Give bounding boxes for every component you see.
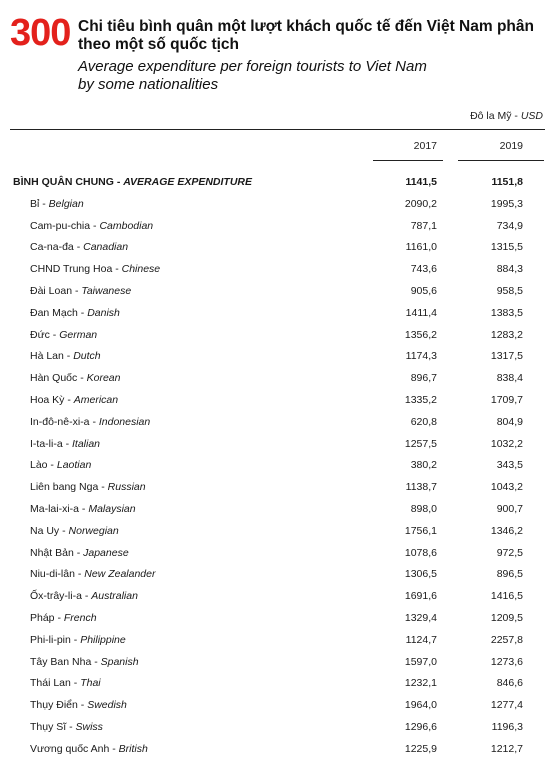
table-row <box>10 477 545 499</box>
row-label <box>30 434 100 456</box>
table-row <box>10 325 545 347</box>
row-label-vi: Na Uy - <box>30 524 69 537</box>
value-2019: 1995,3 <box>490 197 523 210</box>
value-2019: 884,3 <box>496 263 523 276</box>
row-label-en: Danish <box>87 306 120 319</box>
table-row <box>10 455 545 477</box>
data-table <box>10 172 545 761</box>
value-2019: 2257,8 <box>490 633 523 646</box>
value-2019: 1416,5 <box>490 590 523 603</box>
row-label-en: Taiwanese <box>81 284 132 297</box>
row-label-vi: In-đô-nê-xi-a - <box>30 415 99 428</box>
value-2017: 380,2 <box>410 459 437 472</box>
row-label <box>30 281 131 303</box>
row-label <box>30 346 101 368</box>
column-rule-2017 <box>373 160 443 161</box>
row-label-en: Australian <box>91 590 138 603</box>
table-row <box>10 630 545 652</box>
value-2019: 1032,2 <box>490 437 523 450</box>
value-2017: 1335,2 <box>404 393 437 406</box>
value-2019: 838,4 <box>496 372 523 385</box>
row-label-vi: Đan Mạch - <box>30 306 88 319</box>
table-row <box>10 586 545 608</box>
value-2019: 734,9 <box>496 219 523 232</box>
row-label-en: Canadian <box>83 241 129 254</box>
row-label-en: Japanese <box>83 546 129 559</box>
value-2019: 972,5 <box>496 546 523 559</box>
row-label <box>30 695 127 717</box>
table-row <box>10 434 545 456</box>
row-label-en: French <box>63 611 97 624</box>
table-number: 300 <box>10 12 71 54</box>
row-label-vi: Hàn Quốc - <box>30 372 87 385</box>
value-2017: 1296,6 <box>404 720 437 733</box>
row-label-en: Thai <box>80 677 101 690</box>
row-label-en: Chinese <box>121 263 161 276</box>
unit-vi: Đô la Mỹ - <box>470 110 521 122</box>
table-row <box>10 543 545 565</box>
row-label <box>30 608 97 630</box>
row-label <box>30 630 126 652</box>
row-label <box>30 216 153 238</box>
row-label-vi: Phi-li-pin - <box>30 633 81 646</box>
unit-en: USD <box>520 110 543 122</box>
row-label-en: Swedish <box>87 699 127 712</box>
table-row <box>10 281 545 303</box>
table-row <box>10 412 545 434</box>
row-label-en: Philippine <box>80 633 126 646</box>
row-label-vi: Ma-lai-xi-a - <box>30 502 89 515</box>
row-label-vi: Đức - <box>30 328 60 341</box>
value-2017: 1411,4 <box>405 306 437 319</box>
row-label-vi: Ốx-trây-li-a - <box>30 590 92 603</box>
row-label <box>30 259 160 281</box>
value-2017: 1161,0 <box>405 241 437 254</box>
row-label <box>30 194 84 216</box>
value-2017: 1257,5 <box>404 437 437 450</box>
value-2017: 787,1 <box>410 219 437 232</box>
row-label-en: Russian <box>107 481 146 494</box>
row-label <box>30 237 128 259</box>
value-2019: 958,5 <box>496 284 523 297</box>
row-label-vi: Vương quốc Anh - <box>30 742 119 755</box>
value-2019: 1196,3 <box>491 720 523 733</box>
row-label <box>30 477 146 499</box>
row-label-vi: Thái Lan - <box>30 677 81 690</box>
value-2019: 1283,2 <box>490 328 523 341</box>
row-label-en: Laotian <box>56 459 92 472</box>
row-label-vi: Tây Ban Nha - <box>30 655 101 668</box>
subtitle-line-2: by some nationalities <box>78 76 219 93</box>
row-label <box>30 368 120 390</box>
table-row <box>10 652 545 674</box>
table-row <box>10 564 545 586</box>
value-2017: 1078,6 <box>404 546 437 559</box>
row-label-vi: CHND Trung Hoa - <box>30 263 122 276</box>
value-2019: 900,7 <box>496 502 523 515</box>
table-row <box>10 608 545 630</box>
table-row <box>10 695 545 717</box>
row-label-en: Cambodian <box>99 219 154 232</box>
row-label-vi: BÌNH QUÂN CHUNG - <box>13 176 124 188</box>
value-2017: 1329,4 <box>404 611 437 624</box>
table-row <box>10 194 545 216</box>
row-label-en: Swiss <box>75 720 103 733</box>
row-label-vi: Pháp - <box>30 611 64 624</box>
value-2017: 1174,3 <box>405 350 437 363</box>
value-2017: 896,7 <box>410 372 437 385</box>
table-row <box>10 717 545 739</box>
value-2019: 1277,4 <box>490 699 523 712</box>
row-label-en: Italian <box>72 437 101 450</box>
total-row <box>10 172 545 194</box>
value-2017: 1691,6 <box>404 590 437 603</box>
row-label-en: Indonesian <box>98 415 151 428</box>
subtitle-line-1: Average expenditure per foreign tourists to Viet Nam <box>78 58 427 75</box>
row-label <box>30 303 120 325</box>
table-row <box>10 303 545 325</box>
row-label-vi: Bỉ - <box>30 197 49 210</box>
value-2017: 1356,2 <box>404 328 437 341</box>
row-label-vi: Lào - <box>30 459 57 472</box>
table-row <box>10 216 545 238</box>
table-row <box>10 368 545 390</box>
row-label <box>30 739 148 761</box>
table-row <box>10 390 545 412</box>
row-label-en: Dutch <box>73 350 101 363</box>
value-2019: 1209,5 <box>490 611 523 624</box>
row-label <box>30 499 136 521</box>
top-rule <box>10 129 545 130</box>
value-2019: 804,9 <box>496 415 523 428</box>
page-title: Chi tiêu bình quân một lượt khách quốc tế đến Việt Nam phân theo một số quốc tịch <box>78 18 534 53</box>
row-label <box>30 586 138 608</box>
row-label-en: American <box>73 393 119 406</box>
value-2019: 1212,7 <box>490 742 523 755</box>
row-label-vi: I-ta-li-a - <box>30 437 72 450</box>
value-2017: 1232,1 <box>404 677 437 690</box>
value-2019: 1346,2 <box>490 524 523 537</box>
row-label <box>13 172 252 194</box>
column-header-2017: 2017 <box>413 140 437 152</box>
value-2019: 846,6 <box>496 677 523 690</box>
value-2017: 898,0 <box>410 502 437 515</box>
row-label-vi: Hoa Kỳ - <box>30 393 74 406</box>
value-2019: 1151,8 <box>491 176 523 188</box>
row-label-vi: Đài Loan - <box>30 284 82 297</box>
value-2019: 1043,2 <box>490 481 523 494</box>
value-2017: 743,6 <box>410 263 437 276</box>
row-label <box>30 455 91 477</box>
row-label <box>30 673 101 695</box>
row-label-vi: Thụy Sĩ - <box>30 720 76 733</box>
column-rule-2019 <box>458 160 544 161</box>
value-2019: 1315,5 <box>490 241 523 254</box>
row-label <box>30 564 155 586</box>
value-2017: 1756,1 <box>404 524 437 537</box>
row-label <box>30 717 103 739</box>
unit-label <box>470 110 543 122</box>
row-label-en: British <box>118 742 148 755</box>
value-2017: 1138,7 <box>405 481 437 494</box>
row-label-vi: Hà Lan - <box>30 350 74 363</box>
value-2019: 1383,5 <box>490 306 523 319</box>
row-label-en: Norwegian <box>68 524 119 537</box>
table-row <box>10 499 545 521</box>
table-row <box>10 521 545 543</box>
row-label-vi: Cam-pu-chia - <box>30 219 100 232</box>
value-2017: 1964,0 <box>404 699 437 712</box>
value-2019: 896,5 <box>496 568 523 581</box>
value-2017: 905,6 <box>410 284 437 297</box>
row-label-en: German <box>59 328 98 341</box>
row-label-en: Malaysian <box>88 502 136 515</box>
row-label-en: New Zealander <box>84 568 156 581</box>
value-2017: 2090,2 <box>404 197 437 210</box>
row-label-vi: Thụy Điển - <box>30 699 88 712</box>
row-label <box>30 325 97 347</box>
value-2017: 1306,5 <box>404 568 437 581</box>
row-label <box>30 652 139 674</box>
row-label-en: Spanish <box>100 655 139 668</box>
row-label-vi: Liên bang Nga - <box>30 481 108 494</box>
row-label-en: Belgian <box>48 197 84 210</box>
table-row <box>10 673 545 695</box>
value-2019: 1709,7 <box>490 393 523 406</box>
row-label <box>30 390 118 412</box>
value-2017: 1597,0 <box>404 655 437 668</box>
row-label <box>30 521 119 543</box>
row-label <box>30 543 129 565</box>
column-header-2019: 2019 <box>499 140 523 152</box>
row-label-en: Korean <box>86 372 121 385</box>
row-label-vi: Nhật Bản - <box>30 546 84 559</box>
value-2017: 1141,5 <box>405 176 437 188</box>
value-2017: 1124,7 <box>405 633 437 646</box>
table-row <box>10 237 545 259</box>
value-2019: 343,5 <box>496 459 523 472</box>
table-row <box>10 346 545 368</box>
table-row <box>10 739 545 761</box>
row-label-vi: Ca-na-đa - <box>30 241 84 254</box>
value-2017: 620,8 <box>410 415 437 428</box>
value-2017: 1225,9 <box>404 742 437 755</box>
row-label-vi: Niu-di-lân - <box>30 568 85 581</box>
value-2019: 1273,6 <box>490 655 523 668</box>
table-row <box>10 259 545 281</box>
page-subtitle <box>78 58 548 94</box>
row-label-en: AVERAGE EXPENDITURE <box>123 176 252 188</box>
value-2019: 1317,5 <box>490 350 523 363</box>
row-label <box>30 412 150 434</box>
